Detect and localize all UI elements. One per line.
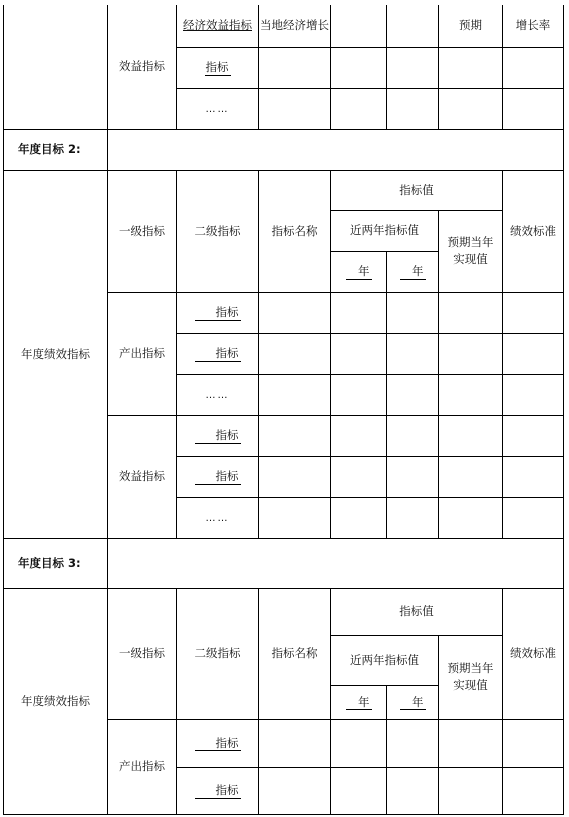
indicator-label: 指标 bbox=[195, 306, 241, 321]
input-cell[interactable] bbox=[439, 88, 503, 129]
annual-goal-3-title: 年度目标 3: bbox=[4, 538, 108, 588]
input-cell[interactable] bbox=[439, 456, 503, 497]
input-cell[interactable] bbox=[503, 767, 564, 814]
input-cell[interactable] bbox=[439, 292, 503, 333]
input-cell[interactable] bbox=[503, 415, 564, 456]
input-cell[interactable] bbox=[503, 497, 564, 538]
input-cell[interactable] bbox=[387, 333, 439, 374]
input-cell[interactable] bbox=[439, 767, 503, 814]
level1-indicator-header: 一级指标 bbox=[108, 170, 177, 292]
input-cell[interactable] bbox=[387, 292, 439, 333]
annual-perf-indicators-label: 年度绩效指标 bbox=[4, 170, 108, 538]
indicator-label: 指标 bbox=[205, 60, 229, 75]
indicator-label: 指标 bbox=[195, 784, 241, 799]
perf-standard-header: 绩效标准 bbox=[503, 588, 564, 719]
input-cell[interactable] bbox=[331, 292, 387, 333]
input-cell[interactable] bbox=[503, 456, 564, 497]
input-cell[interactable] bbox=[259, 292, 331, 333]
recent-two-years-header: 近两年指标值 bbox=[331, 635, 439, 685]
input-cell[interactable] bbox=[387, 767, 439, 814]
benefit-indicators-label: 效益指标 bbox=[108, 415, 177, 538]
indicator-name-header: 指标名称 bbox=[259, 170, 331, 292]
year-label: 年 bbox=[400, 265, 426, 280]
input-cell[interactable] bbox=[331, 374, 387, 415]
indicator-value-header: 指标值 bbox=[331, 588, 503, 635]
input-cell[interactable] bbox=[387, 456, 439, 497]
input-cell[interactable] bbox=[331, 415, 387, 456]
blank-cell bbox=[4, 5, 108, 129]
indicator-label: 指标 bbox=[195, 429, 241, 444]
input-cell[interactable] bbox=[259, 374, 331, 415]
input-cell[interactable] bbox=[503, 292, 564, 333]
performance-table bbox=[3, 5, 564, 815]
input-cell[interactable] bbox=[387, 415, 439, 456]
recent-two-years-header: 近两年指标值 bbox=[331, 210, 439, 251]
input-cell[interactable] bbox=[439, 333, 503, 374]
input-cell[interactable] bbox=[331, 497, 387, 538]
input-cell[interactable] bbox=[387, 497, 439, 538]
expected-current-year-header: 预期当年实现值 bbox=[439, 210, 503, 292]
expected-label: 预期 bbox=[439, 5, 503, 47]
annual-perf-indicators-label: 年度绩效指标 bbox=[4, 588, 108, 814]
input-cell[interactable] bbox=[503, 374, 564, 415]
indicator-value-header: 指标值 bbox=[331, 170, 503, 210]
indicator-label: 指标 bbox=[195, 737, 241, 752]
input-cell[interactable] bbox=[259, 47, 331, 88]
input-cell[interactable] bbox=[503, 47, 564, 88]
benefit-indicators-label: 效益指标 bbox=[108, 5, 177, 129]
annual-goal-3-input[interactable] bbox=[108, 538, 564, 588]
input-cell[interactable] bbox=[331, 456, 387, 497]
input-cell[interactable] bbox=[259, 719, 331, 767]
input-cell[interactable] bbox=[439, 47, 503, 88]
level2-indicator-header: 二级指标 bbox=[177, 588, 259, 719]
input-cell[interactable] bbox=[387, 47, 439, 88]
ellipsis-label: …… bbox=[205, 389, 230, 401]
blank-cell bbox=[331, 5, 387, 47]
input-cell[interactable] bbox=[331, 767, 387, 814]
level2-indicator-header: 二级指标 bbox=[177, 170, 259, 292]
output-indicators-label: 产出指标 bbox=[108, 292, 177, 415]
input-cell[interactable] bbox=[259, 456, 331, 497]
input-cell[interactable] bbox=[331, 88, 387, 129]
indicator-label: 指标 bbox=[195, 347, 241, 362]
input-cell[interactable] bbox=[259, 415, 331, 456]
input-cell[interactable] bbox=[259, 88, 331, 129]
annual-goal-2-title: 年度目标 2: bbox=[4, 129, 108, 170]
growth-rate-label: 增长率 bbox=[503, 5, 564, 47]
input-cell[interactable] bbox=[387, 719, 439, 767]
ellipsis-label: …… bbox=[205, 103, 230, 115]
econ-benefit-indicator-label: 经济效益指标 bbox=[183, 18, 252, 33]
year-label: 年 bbox=[346, 265, 372, 280]
blank-cell bbox=[387, 5, 439, 47]
expected-current-year-header: 预期当年实现值 bbox=[439, 635, 503, 719]
input-cell[interactable] bbox=[259, 497, 331, 538]
input-cell[interactable] bbox=[259, 767, 331, 814]
local-econ-growth-label: 当地经济增长 bbox=[259, 5, 331, 47]
input-cell[interactable] bbox=[503, 719, 564, 767]
input-cell[interactable] bbox=[331, 333, 387, 374]
indicator-label: 指标 bbox=[195, 470, 241, 485]
input-cell[interactable] bbox=[439, 719, 503, 767]
input-cell[interactable] bbox=[439, 415, 503, 456]
perf-standard-header: 绩效标准 bbox=[503, 170, 564, 292]
annual-goal-2-input[interactable] bbox=[108, 129, 564, 170]
input-cell[interactable] bbox=[503, 88, 564, 129]
ellipsis-label: …… bbox=[205, 512, 230, 524]
input-cell[interactable] bbox=[331, 47, 387, 88]
year-label: 年 bbox=[346, 696, 372, 711]
input-cell[interactable] bbox=[331, 719, 387, 767]
indicator-name-header: 指标名称 bbox=[259, 588, 331, 719]
input-cell[interactable] bbox=[503, 333, 564, 374]
input-cell[interactable] bbox=[439, 497, 503, 538]
level1-indicator-header: 一级指标 bbox=[108, 588, 177, 719]
input-cell[interactable] bbox=[387, 374, 439, 415]
input-cell[interactable] bbox=[439, 374, 503, 415]
output-indicators-label: 产出指标 bbox=[108, 719, 177, 814]
input-cell[interactable] bbox=[259, 333, 331, 374]
input-cell[interactable] bbox=[387, 88, 439, 129]
year-label: 年 bbox=[400, 696, 426, 711]
